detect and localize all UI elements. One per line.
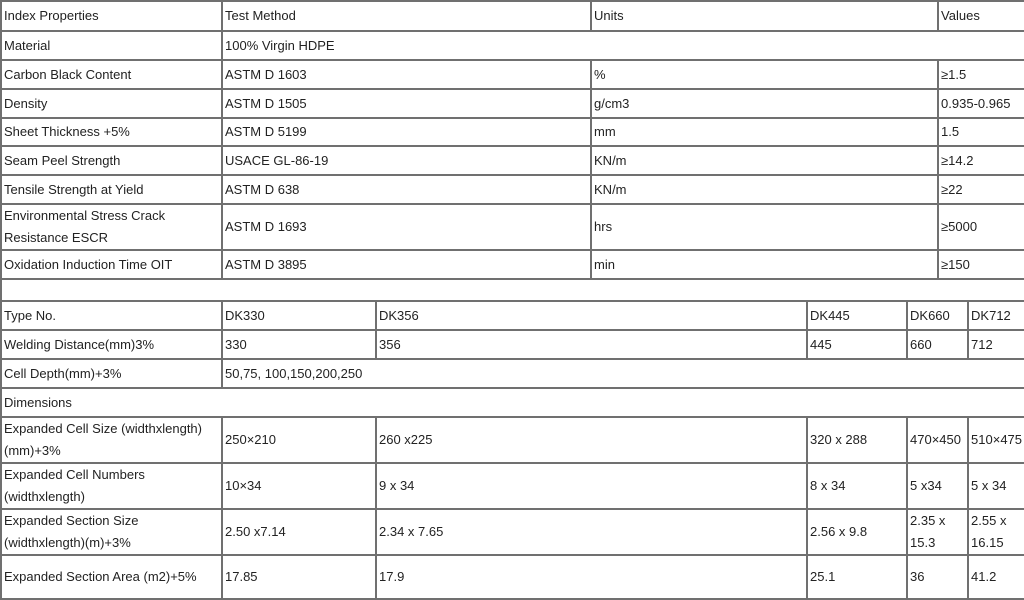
unit: min	[591, 250, 938, 279]
property-name: Tensile Strength at Yield	[1, 175, 222, 204]
header-test-method: Test Method	[222, 1, 591, 31]
unit: KN/m	[591, 175, 938, 204]
header-index-properties: Index Properties	[1, 1, 222, 31]
unit: mm	[591, 118, 938, 146]
header-dk660: DK660	[907, 301, 968, 330]
value: 1.5	[938, 118, 1024, 146]
test-method: ASTM D 5199	[222, 118, 591, 146]
test-method: ASTM D 1693	[222, 204, 591, 250]
property-name: Density	[1, 89, 222, 118]
unit: %	[591, 60, 938, 89]
cell-value: 445	[807, 330, 907, 359]
cell-value: 41.2	[968, 555, 1024, 599]
property-name: Environmental Stress Crack Resistance ESCR	[1, 204, 222, 250]
type-header-row	[1, 301, 1024, 330]
property-name: Oxidation Induction Time OIT	[1, 250, 222, 279]
cell-value: 250×210	[222, 417, 376, 463]
header-values: Values	[938, 1, 1024, 31]
property-name: Material	[1, 31, 222, 60]
table-row	[1, 60, 1024, 89]
test-method: USACE GL-86-19	[222, 146, 591, 175]
table-row	[1, 359, 1024, 388]
cell-value: 2.56 x 9.8	[807, 509, 907, 555]
cell-value: 320 x 288	[807, 417, 907, 463]
test-method: ASTM D 1505	[222, 89, 591, 118]
cell-value: 36	[907, 555, 968, 599]
table-row	[1, 509, 1024, 555]
cell-value: 17.9	[376, 555, 807, 599]
value: 0.935-0.965	[938, 89, 1024, 118]
cell-value: 260 x225	[376, 417, 807, 463]
cell-value: 2.50 x7.14	[222, 509, 376, 555]
row-label: Welding Distance(mm)3%	[1, 330, 222, 359]
property-name: Carbon Black Content	[1, 60, 222, 89]
cell-value: 330	[222, 330, 376, 359]
header-type-no: Type No.	[1, 301, 222, 330]
value: ≥14.2	[938, 146, 1024, 175]
cell-value: 5 x34	[907, 463, 968, 509]
row-label: Expanded Cell Size (widthxlength)(mm)+3%	[1, 417, 222, 463]
table-row	[1, 118, 1024, 146]
row-label: Expanded Section Area (m2)+5%	[1, 555, 222, 599]
dimensions-label: Dimensions	[1, 388, 1024, 417]
spacer-row	[1, 279, 1024, 301]
cell-value: 5 x 34	[968, 463, 1024, 509]
table-row	[1, 250, 1024, 279]
cell-value: 470×450	[907, 417, 968, 463]
cell-value: 356	[376, 330, 807, 359]
test-method: ASTM D 638	[222, 175, 591, 204]
table-row	[1, 555, 1024, 599]
test-method: ASTM D 3895	[222, 250, 591, 279]
value: ≥22	[938, 175, 1024, 204]
table-row	[1, 417, 1024, 463]
cell-depth-value: 50,75, 100,150,200,250	[222, 359, 1024, 388]
properties-header-row	[1, 1, 1024, 31]
cell-value: 25.1	[807, 555, 907, 599]
unit: hrs	[591, 204, 938, 250]
cell-value: 8 x 34	[807, 463, 907, 509]
table-row	[1, 31, 1024, 60]
dimensions-row	[1, 388, 1024, 417]
cell-value: 660	[907, 330, 968, 359]
header-dk330: DK330	[222, 301, 376, 330]
material-value: 100% Virgin HDPE	[222, 31, 1024, 60]
table-row	[1, 89, 1024, 118]
cell-value: 2.34 x 7.65	[376, 509, 807, 555]
cell-value: 712	[968, 330, 1024, 359]
table-row	[1, 330, 1024, 359]
cell-value: 9 x 34	[376, 463, 807, 509]
row-label: Cell Depth(mm)+3%	[1, 359, 222, 388]
value: ≥5000	[938, 204, 1024, 250]
empty-spacer-cell	[1, 279, 1024, 301]
property-name: Sheet Thickness +5%	[1, 118, 222, 146]
cell-value: 17.85	[222, 555, 376, 599]
table-row	[1, 146, 1024, 175]
cell-value: 510×475	[968, 417, 1024, 463]
unit: KN/m	[591, 146, 938, 175]
row-label: Expanded Section Size (widthxlength)(m)+3%	[1, 509, 222, 555]
value: ≥150	[938, 250, 1024, 279]
header-dk712: DK712	[968, 301, 1024, 330]
test-method: ASTM D 1603	[222, 60, 591, 89]
cell-value: 2.55 x 16.15	[968, 509, 1024, 555]
row-label: Expanded Cell Numbers (widthxlength)	[1, 463, 222, 509]
header-dk356: DK356	[376, 301, 807, 330]
cell-value: 2.35 x 15.3	[907, 509, 968, 555]
table-row	[1, 204, 1024, 250]
property-name: Seam Peel Strength	[1, 146, 222, 175]
cell-value: 10×34	[222, 463, 376, 509]
header-dk445: DK445	[807, 301, 907, 330]
header-units: Units	[591, 1, 938, 31]
table-row	[1, 175, 1024, 204]
unit: g/cm3	[591, 89, 938, 118]
table-row	[1, 463, 1024, 509]
value: ≥1.5	[938, 60, 1024, 89]
